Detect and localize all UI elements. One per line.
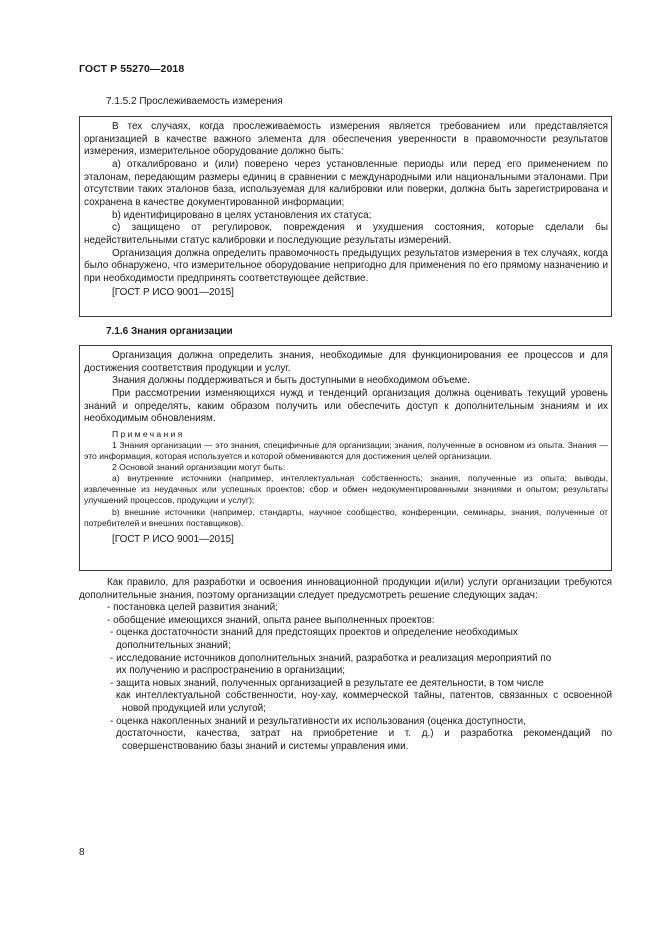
paragraph: c) защищено от регулировок, повреждения и ухудшения состояния, которые сделали бы недействительными статус калибровки и последующие результаты измерений. [84,222,608,246]
sub-list-item [79,716,612,754]
quoted-requirement-box-traceability [79,116,612,317]
sub-list-item [79,653,612,678]
quoted-requirement-box-knowledge [79,345,612,571]
notes-label: Примечания [112,428,185,439]
body-text [79,577,612,753]
page-number: 8 [79,847,85,858]
sub-list-item-continuation: их получению и распространению в организации; [116,665,346,677]
sub-list-item-continuation: достаточности, качества, затрат на приобретение и т. д.) и разработка рекомендаций по совершенствованию базы знаний и системы управления ими. [116,728,612,752]
paragraph: a) откалибровано и (или) поверено через установленные периоды или перед его применением по эталонам, передающим размеры единиц в сравнении с международными или национальными эталонами. При отсутствии таких эталонов база, используемая для калибровки или поверки, должна быть зарегистрирована и сохранена в качестве документированной информации; [84,158,608,208]
section-heading-traceability: 7.1.5.2 Прослеживаемость измерения [106,96,283,107]
source-reference: [ГОСТ Р ИСО 9001—2015] [112,533,234,545]
sub-list-item-first-line: - исследование источников дополнительных знаний, разработка и реализация мероприятий по [110,652,552,664]
section-heading-knowledge: 7.1.6 Знания организации [106,326,233,337]
sub-list-item-first-line: - защита новых знаний, полученных организацией в результате ее деятельности, в том числе [110,677,544,689]
list-item: - обобщение имеющихся знаний, опыта ранее выполненных проектов: [107,614,435,626]
note-item: 2 Основой знаний организации могут быть: [112,462,286,473]
sub-list-item-first-line: - оценка накопленных знаний и результативности их использования (оценка доступности, [110,715,526,727]
paragraph: Организация должна определить знания, необходимые для функционирования ее процессов и для достижения соответствия продукции и услуг. [84,350,608,374]
sub-list-item-continuation: как интеллектуальной собственности, ноу-хау, коммерческой тайны, патентов, связанных с освоенной новой продукцией или услугой; [116,690,612,714]
sub-list-item [79,627,612,652]
document-code-header: ГОСТ Р 55270—2018 [79,63,185,75]
note-item: a) внутренние источники (например, интеллектуальная собственность; знания, полученные из опыта; выводы, извлеченные из неудачных или успешных проектов; сбор и обмен недокументированными знаниями и опытом; результаты улучшений процессов, продукции и услуг); [84,473,608,506]
sub-list-item-first-line: - оценка достаточности знаний для предстоящих проектов и определение необходимых [110,627,518,639]
source-reference: [ГОСТ Р ИСО 9001—2015] [112,286,234,298]
intro-paragraph: Как правило, для разработки и освоения инновационной продукции и(или) услуги организации требуются дополнительные знания, поэтому организации следует предусмотреть решение следующих задач: [79,577,612,601]
paragraph: Знания должны поддерживаться и быть доступными в необходимом объеме. [112,375,470,387]
paragraph: b) идентифицировано в целях установления их статуса; [112,209,372,221]
note-item: 1 Знания организации — это знания, специфичные для организации; знания, полученные в основном из опыта. Знания — это информация, которая используется и которой обмениваются для достижения целей организации. [84,439,608,462]
sub-list-item-continuation: дополнительных знаний; [116,639,231,651]
paragraph: В тех случаях, когда прослеживаемость измерения является требованием или представляется организацией в качестве важного элемента для обеспечения уверенности в правомочности результатов измерения, измерительное оборудование должно быть: [84,121,608,158]
sub-list-item [79,678,612,716]
paragraph: При рассмотрении изменяющихся нужд и тенденций организация должна оценивать текущий уровень знаний и определять, каким образом получить или обеспечить доступ к дополнительным знаниям и их необходимым обновлениям. [84,387,608,425]
note-item: b) внешние источники (например, стандарты, научное сообщество, конференции, семинары, знания, полученные от потребителей и внешних поставщиков). [84,506,608,528]
list-item: - постановка целей развития знаний; [107,602,278,614]
paragraph: Организация должна определить правомочность предыдущих результатов измерения в тех случаях, когда было обнаружено, что измерительное оборудование непригодно для применения по его прямому назначению и при необходимости предпринять соответствующее действие. [84,247,608,284]
